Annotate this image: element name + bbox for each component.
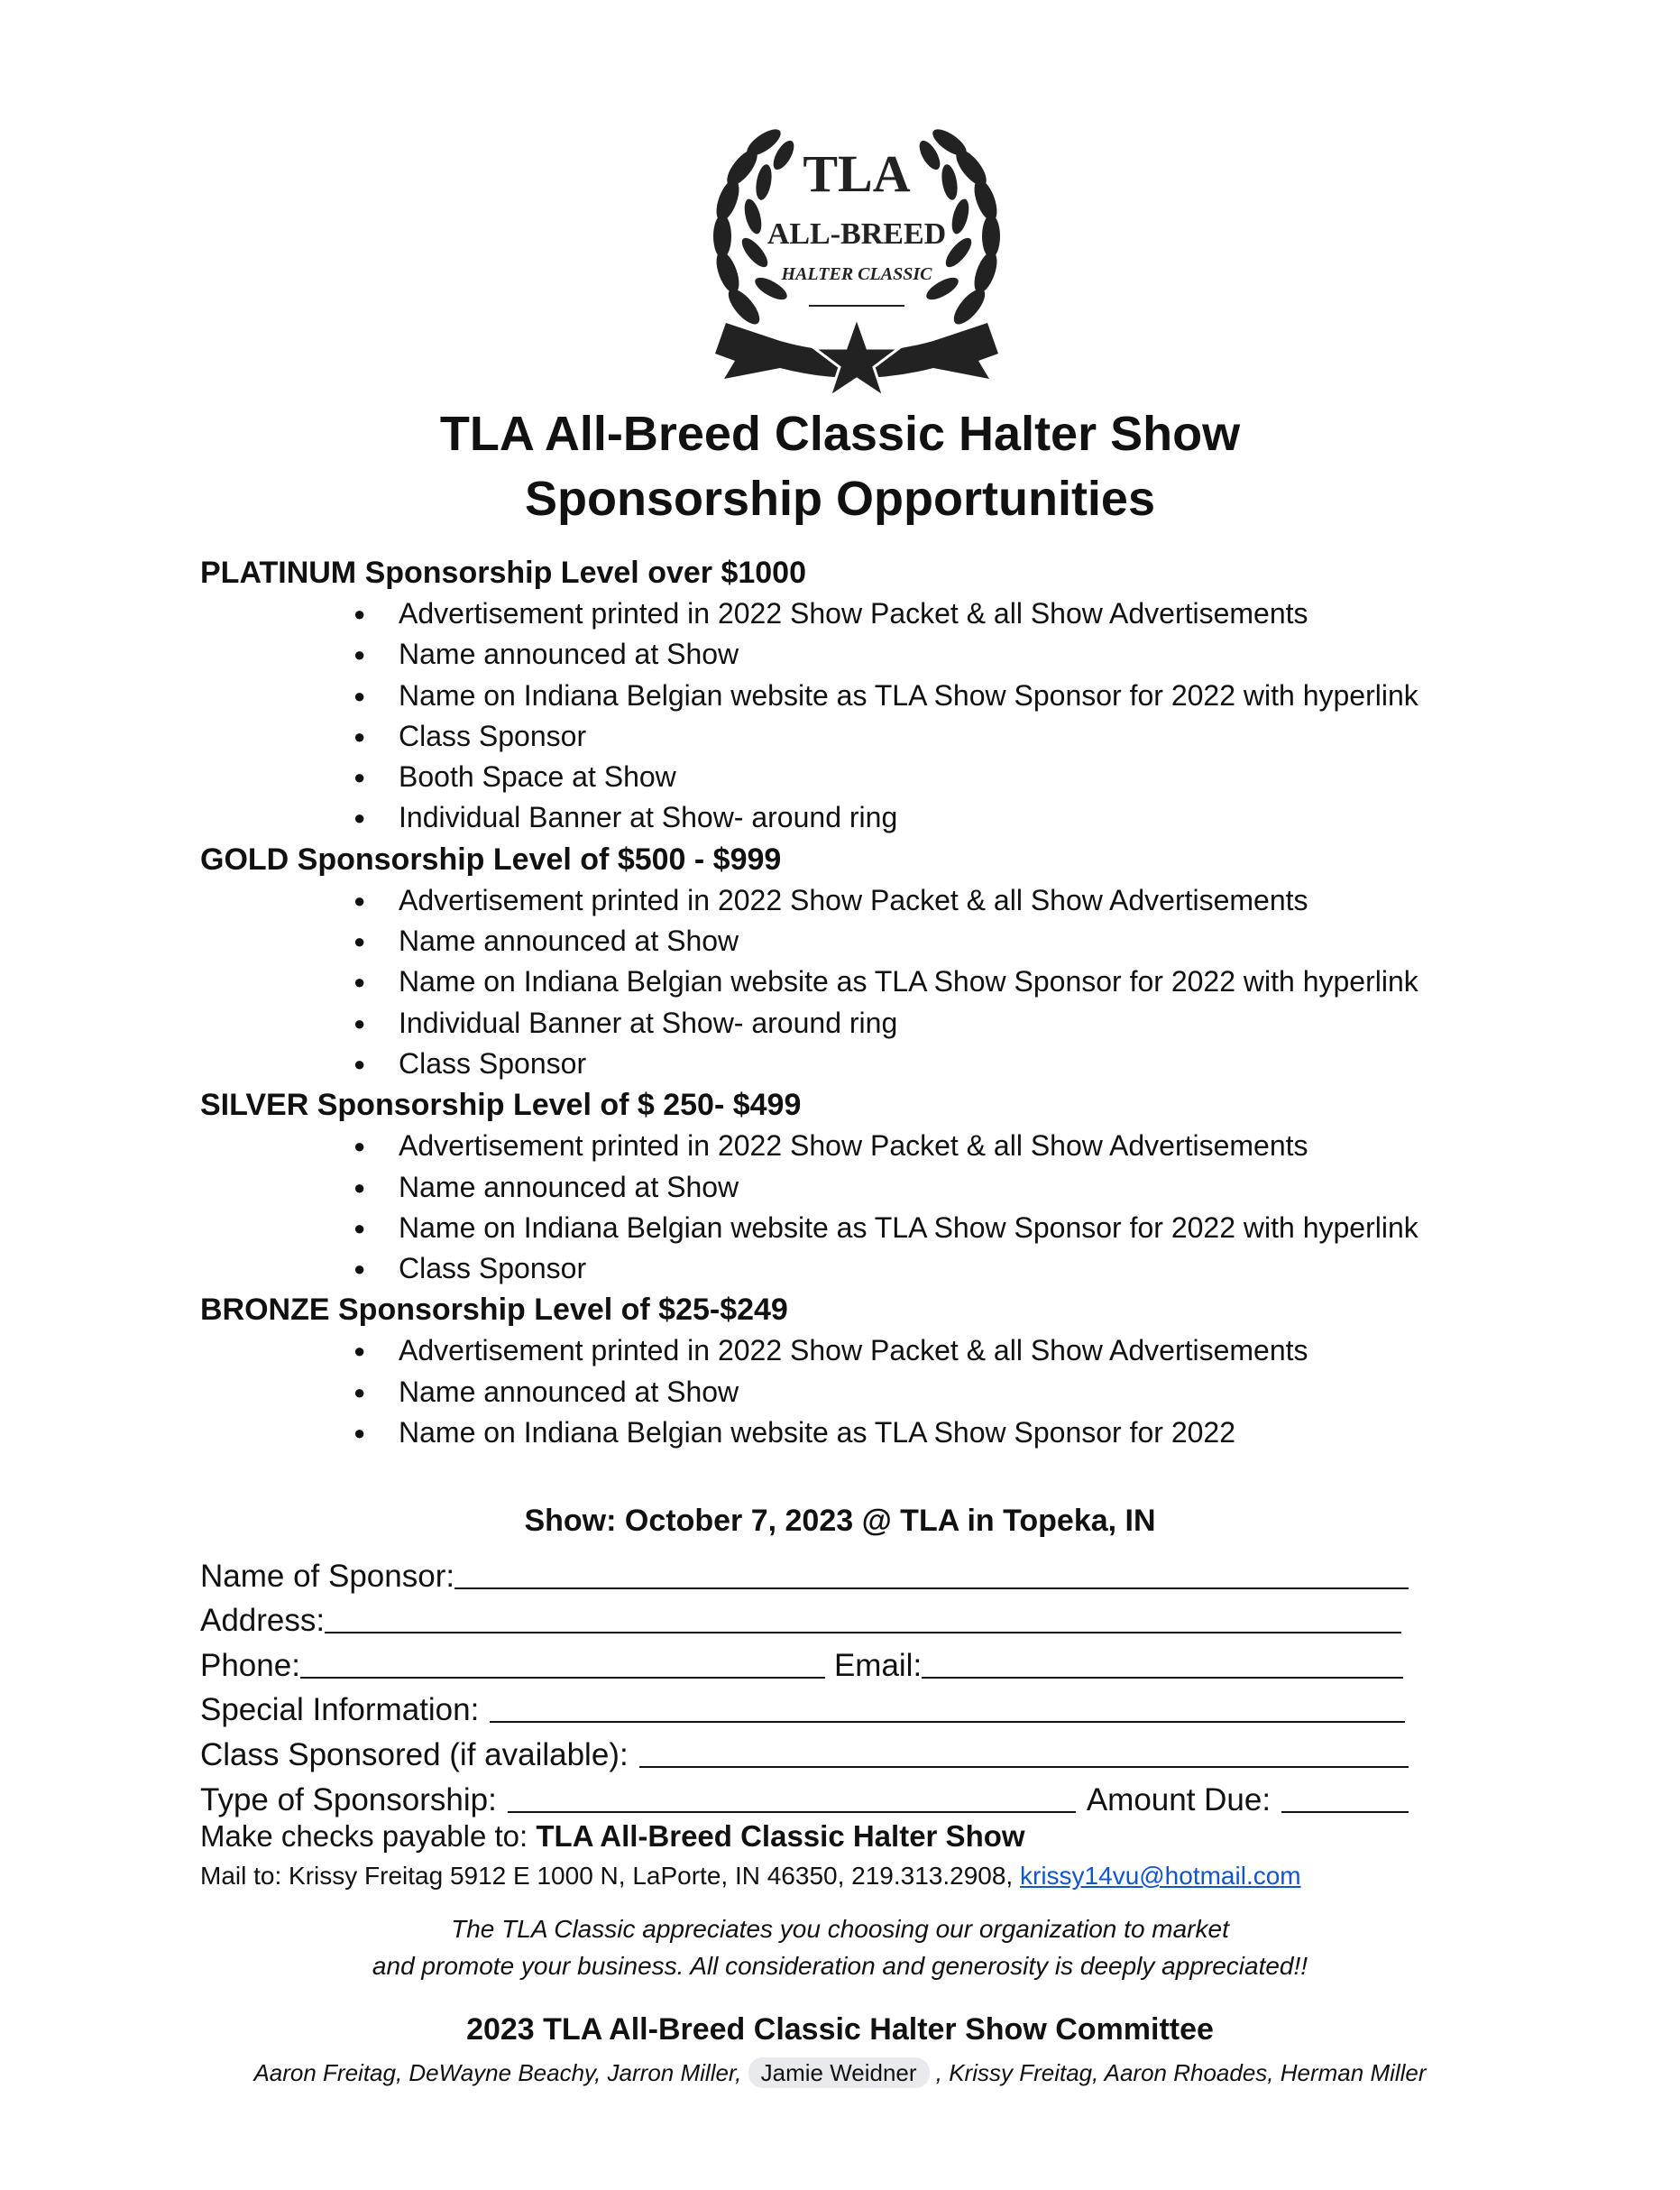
benefit-item: ● Booth Space at Show	[200, 757, 1607, 797]
special-info-label: Special Information:	[200, 1692, 480, 1728]
sponsorship-levels	[200, 552, 1607, 1453]
class-sponsored-field[interactable]	[639, 1739, 1409, 1768]
amount-due-field[interactable]	[1281, 1784, 1409, 1813]
benefit-item: ● Name on Indiana Belgian website as TLA Show Sponsor for 2022	[200, 1412, 1607, 1453]
form-row-special	[200, 1684, 1409, 1729]
level-bronze	[200, 1289, 1607, 1453]
form-row-name	[200, 1550, 1409, 1595]
benefit-item: ● Name announced at Show	[200, 634, 1607, 675]
amount-due-label: Amount Due:	[1086, 1781, 1271, 1817]
benefit-item: ● Individual Banner at Show- around ring	[200, 1003, 1607, 1044]
benefit-item: ● Advertisement printed in 2022 Show Packet & all Show Advertisements	[200, 594, 1607, 634]
logo-line2: ALL-BREED	[767, 217, 947, 251]
person-chip[interactable]: Jamie Weidner	[748, 2057, 930, 2088]
mail-address: Mail to: Krissy Freitag 5912 E 1000 N, LaPorte, IN 46350, 219.313.2908,	[200, 1862, 1020, 1890]
committee-members	[0, 2054, 1680, 2092]
phone-field[interactable]	[300, 1650, 825, 1679]
level-heading: BRONZE Sponsorship Level of $25-$249	[200, 1293, 788, 1328]
benefit-item: ● Name announced at Show	[200, 1167, 1607, 1208]
level-heading: GOLD Sponsorship Level of $500 - $999	[200, 842, 782, 877]
committee-names-after: , Krissy Freitag, Aaron Rhoades, Herman Miller	[929, 2059, 1427, 2086]
page-title: TLA All-Breed Classic Halter Show	[439, 407, 1241, 461]
benefit-item: ● Advertisement printed in 2022 Show Packet & all Show Advertisements	[200, 1126, 1607, 1166]
benefit-item: ● Individual Banner at Show- around ring	[200, 797, 1607, 838]
committee-names-before: Aaron Freitag, DeWayne Beachy, Jarron Miller,	[253, 2059, 748, 2086]
logo-line1: TLA	[803, 144, 911, 203]
benefit-item: ● Class Sponsor	[200, 1248, 1607, 1289]
benefit-item: ● Class Sponsor	[200, 716, 1607, 757]
benefit-item: ● Name on Indiana Belgian website as TLA Show Sponsor for 2022 with hyperlink	[200, 1208, 1607, 1248]
level-heading: PLATINUM Sponsorship Level over $1000	[200, 556, 806, 590]
class-sponsored-label: Class Sponsored (if available):	[200, 1736, 629, 1772]
email-field[interactable]	[922, 1650, 1403, 1679]
show-date: Show: October 7, 2023 @ TLA in Topeka, IN	[524, 1504, 1156, 1538]
level-platinum	[200, 552, 1607, 839]
benefit-item: ● Name on Indiana Belgian website as TLA Show Sponsor for 2022 with hyperlink	[200, 962, 1607, 1002]
benefit-item: ● Advertisement printed in 2022 Show Packet & all Show Advertisements	[200, 880, 1607, 921]
thanks-line-1: The TLA Classic appreciates you choosing our organization to market	[451, 1915, 1229, 1943]
name-field[interactable]	[454, 1560, 1409, 1589]
benefit-item: ● Advertisement printed in 2022 Show Packet & all Show Advertisements	[200, 1330, 1607, 1371]
benefit-item: ● Name announced at Show	[200, 1372, 1607, 1412]
address-field[interactable]	[325, 1605, 1401, 1633]
form-row-type-amount	[200, 1773, 1409, 1818]
level-silver	[200, 1084, 1607, 1289]
sponsorship-type-field[interactable]	[508, 1784, 1076, 1813]
level-gold	[200, 839, 1607, 1084]
email-link[interactable]: krissy14vu@hotmail.com	[1020, 1862, 1301, 1890]
star-icon	[814, 317, 899, 397]
level-heading: SILVER Sponsorship Level of $ 250- $499	[200, 1088, 802, 1123]
tla-logo	[708, 117, 1005, 397]
benefit-item: ● Name on Indiana Belgian website as TLA Show Sponsor for 2022 with hyperlink	[200, 676, 1607, 716]
name-label: Name of Sponsor:	[200, 1558, 455, 1594]
form-row-address	[200, 1595, 1409, 1640]
form-row-phone-email	[200, 1639, 1409, 1684]
benefit-item: ● Name announced at Show	[200, 921, 1607, 962]
special-info-field[interactable]	[490, 1694, 1405, 1723]
benefit-item: ● Class Sponsor	[200, 1044, 1607, 1084]
logo-line3: HALTER CLASSIC	[781, 264, 932, 284]
phone-label: Phone:	[200, 1647, 300, 1683]
address-label: Address:	[200, 1603, 326, 1639]
thanks-line-2: and promote your business. All consideration and generosity is deeply appreciated!!	[372, 1952, 1308, 1980]
mail-line	[200, 1856, 1301, 1896]
sponsor-form	[200, 1550, 1409, 1818]
payable-prefix: Make checks payable to:	[200, 1819, 537, 1853]
payable-name: TLA All-Breed Classic Halter Show	[536, 1819, 1025, 1853]
sponsorship-type-label: Type of Sponsorship:	[200, 1781, 497, 1817]
payable-line	[200, 1815, 1025, 1858]
page-subtitle: Sponsorship Opportunities	[525, 472, 1155, 526]
email-label: Email:	[833, 1647, 923, 1683]
form-row-class	[200, 1728, 1409, 1773]
committee-title: 2023 TLA All-Breed Classic Halter Show Committee	[466, 2012, 1214, 2047]
